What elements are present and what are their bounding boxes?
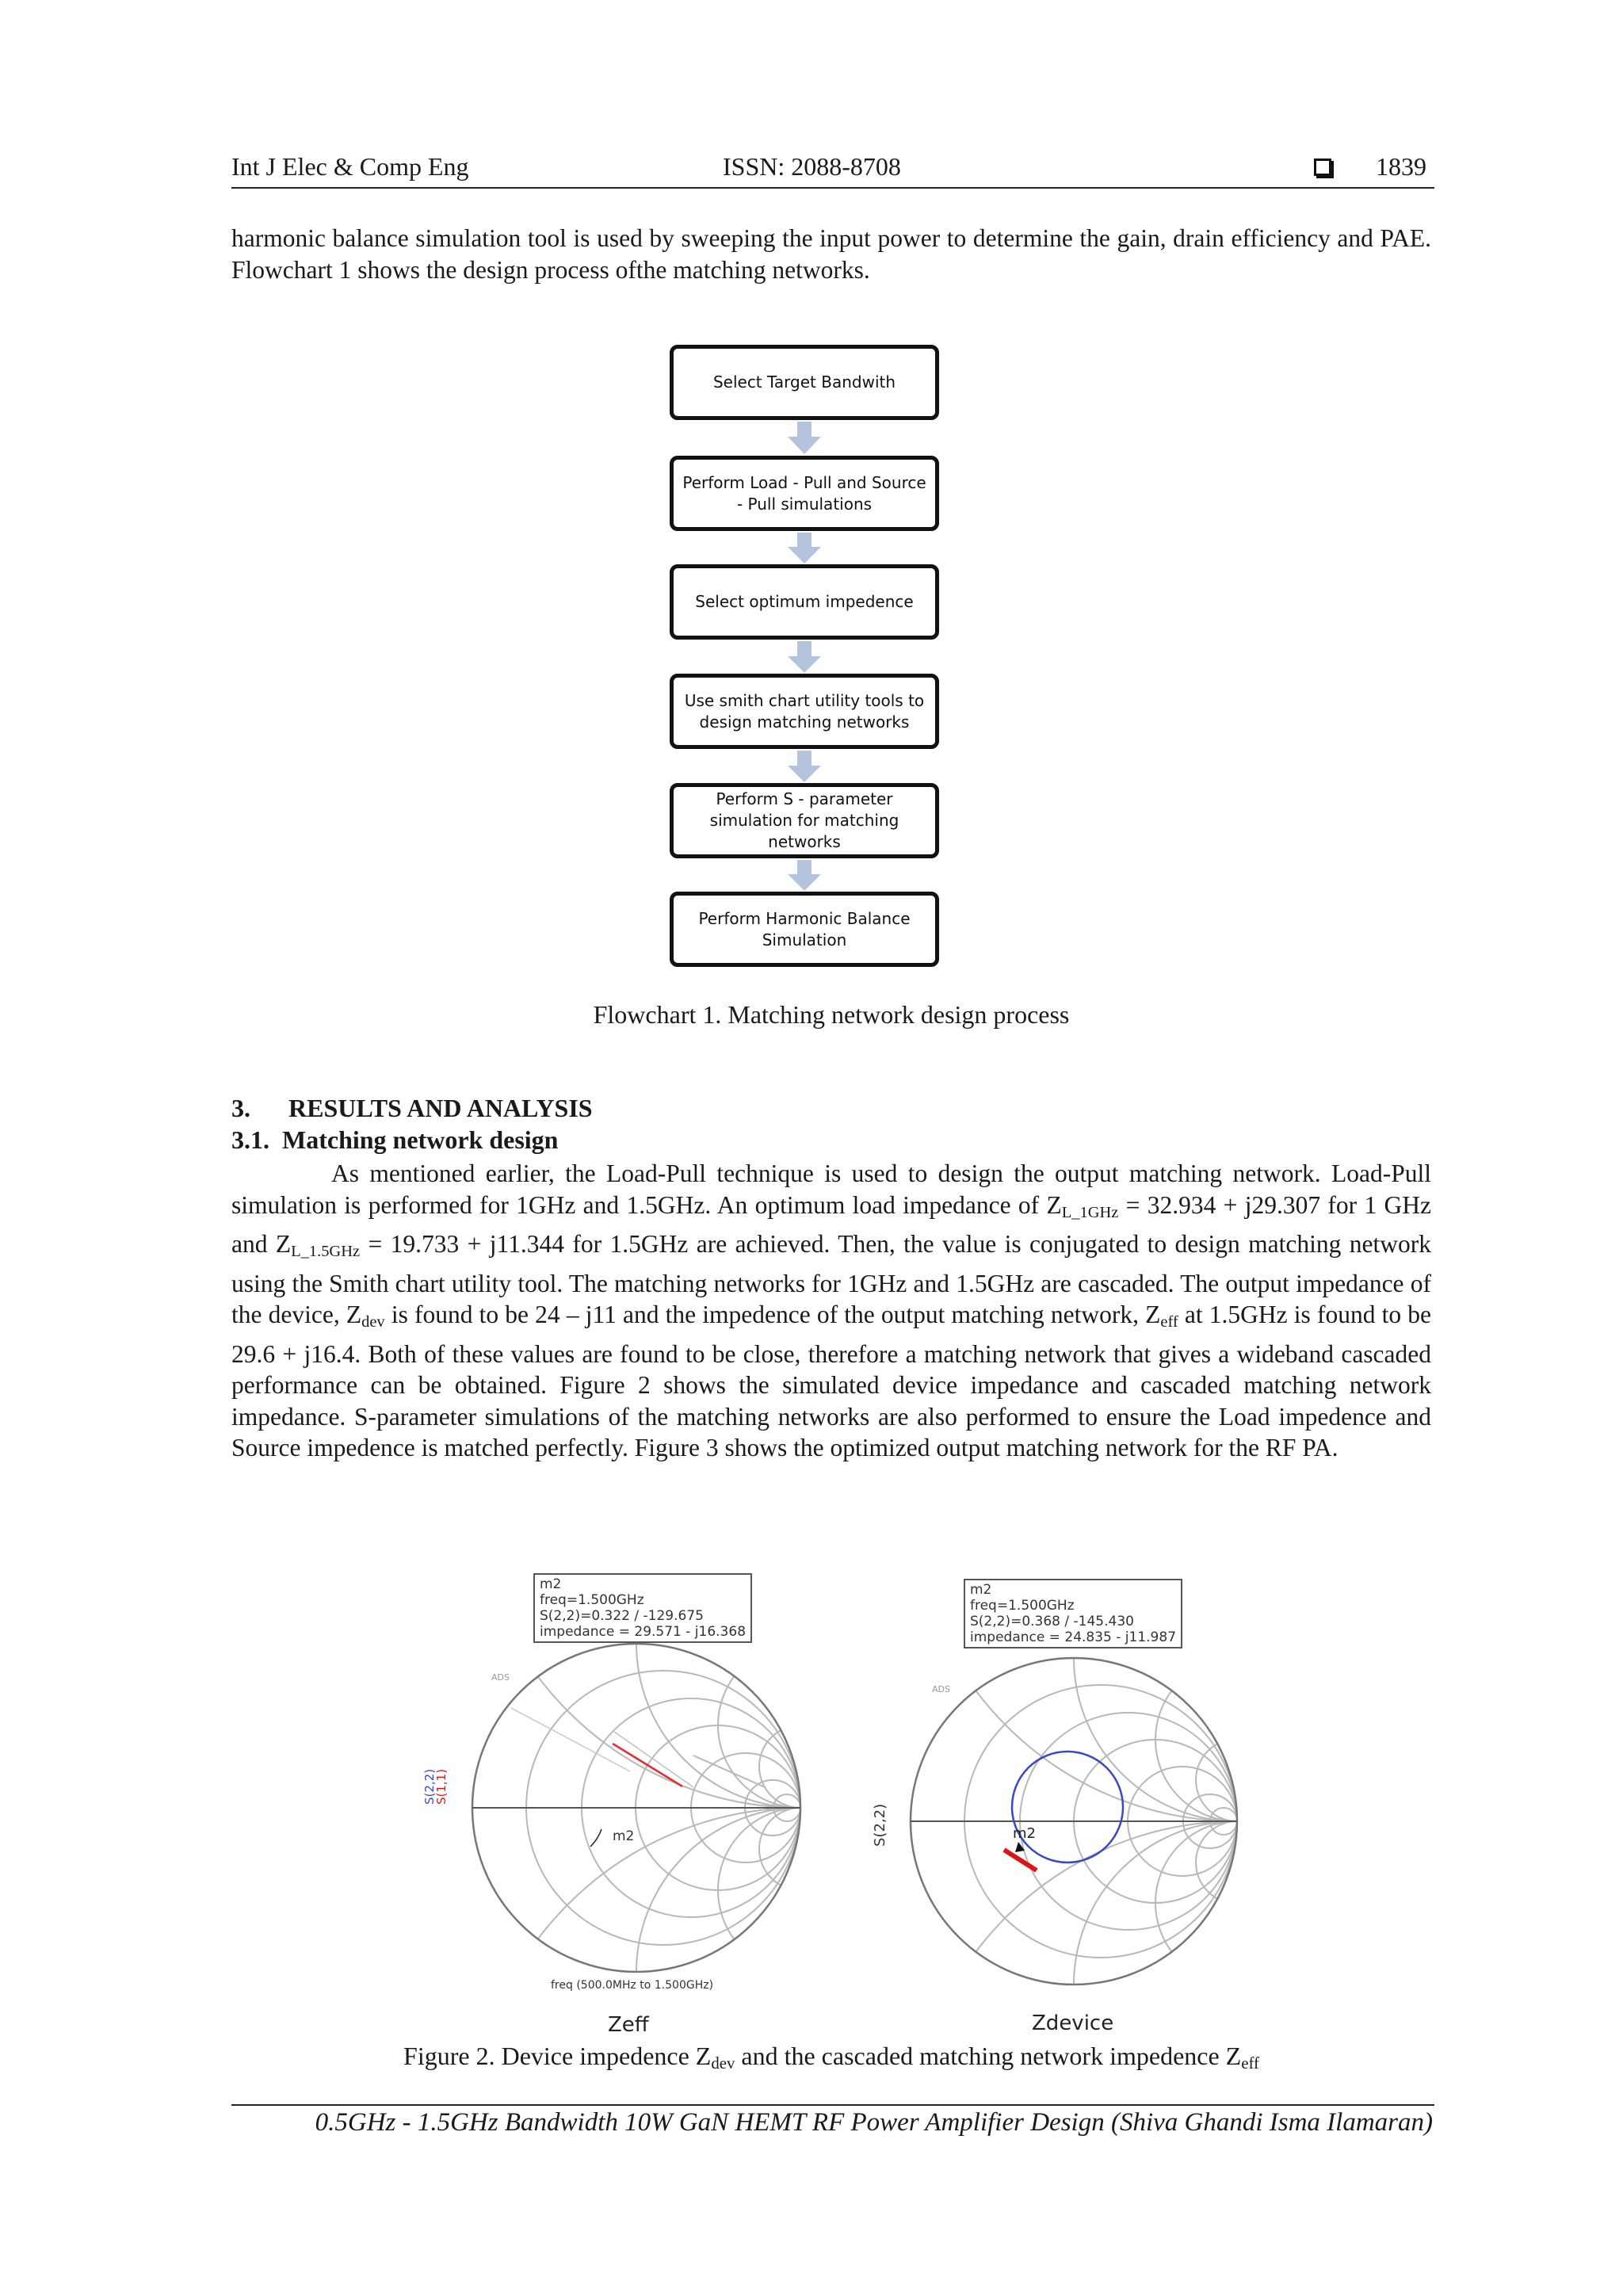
flow-step-2: Perform Load - Pull and Source - Pull simulations [670, 456, 939, 531]
flow-step-4: Use smith chart utility tools to design matching networks [670, 674, 939, 749]
marker-name: m2 [540, 1576, 562, 1592]
subscript: dev [711, 2054, 735, 2073]
footer-rule [231, 2104, 1434, 2106]
body-text: = 32.934 + j29.307 for 1 GHz and Z [231, 1190, 1431, 1258]
subscript: eff [1160, 1313, 1178, 1331]
subscript: dev [361, 1313, 385, 1331]
trace-s22-circle [1012, 1752, 1123, 1862]
down-arrow-icon [788, 751, 821, 782]
subscript: L_1.5GHz [291, 1243, 361, 1260]
marker-s22: S(2,2)=0.368 / -145.430 [970, 1614, 1134, 1629]
section-heading [231, 1094, 593, 1123]
smith-grid-left [432, 1573, 828, 2041]
intro-text: harmonic balance simulation tool is used by sweeping the input power to determine the gain, drain efficiency and PAE. Flowchart 1 shows the design process ofthe matching networks. [231, 224, 1431, 284]
section-number: 3. [231, 1094, 250, 1122]
trace-s22-red [1004, 1850, 1037, 1870]
down-arrow-icon [788, 641, 821, 673]
running-header-issn: ISSN: 2088-8708 [723, 152, 901, 181]
down-arrow-icon [788, 422, 821, 454]
marker-label: m2 [1013, 1825, 1036, 1842]
subsection-heading [231, 1125, 558, 1155]
body-text: is found to be 24 – j11 and the impedence of the output matching network, Z [384, 1301, 1161, 1328]
flow-step-1: Select Target Bandwith [670, 345, 939, 420]
ads-label: ADS [491, 1672, 510, 1683]
marker-label: m2 [613, 1828, 635, 1844]
subscript: eff [1241, 2054, 1259, 2073]
marker-impedance: impedance = 24.835 - j11.987 [970, 1629, 1177, 1645]
flowchart-caption: Flowchart 1. Matching network design process [593, 1000, 1070, 1029]
zdevice-label: Zdevice [1032, 2011, 1114, 2035]
marker-freq: freq=1.500GHz [540, 1592, 644, 1608]
running-footer: 0.5GHz - 1.5GHz Bandwidth 10W GaN HEMT RF Power Amplifier Design (Shiva Ghandi Isma Ilamaran) [315, 2108, 1433, 2137]
marker-name: m2 [970, 1582, 992, 1598]
page-number: 1839 [1376, 152, 1426, 181]
figure2-caption [231, 2042, 1431, 2073]
down-arrow-icon [788, 533, 821, 563]
y-axis-s22: S(2,2) [422, 1768, 437, 1805]
subscript: L_1GHz [1061, 1203, 1119, 1221]
header-rule [231, 187, 1434, 189]
body-paragraph [231, 1158, 1431, 1464]
body-text: As mentioned earlier, the Load-Pull technique is used to design the output matching network. Load-Pull simulation is performed for 1GHz and 1.5GHz. An optimum load impedance of Z [231, 1159, 1431, 1219]
smith-chart-zeff [422, 1573, 828, 2041]
subsection-number: 3.1. [231, 1125, 269, 1154]
marker-impedance: impedance = 29.571 - j16.368 [540, 1624, 747, 1640]
running-header-journal: Int J Elec & Comp Eng [231, 152, 469, 181]
trace-s11 [613, 1744, 682, 1786]
flow-step-3: Select optimum impedence [670, 564, 939, 640]
flowchart [579, 345, 1038, 971]
marker-s22: S(2,2)=0.322 / -129.675 [540, 1608, 704, 1624]
checkbox-glyph-icon [1314, 159, 1331, 176]
y-axis-labels [424, 1769, 448, 1805]
zeff-label: Zeff [608, 2013, 649, 2037]
flow-arrows [579, 345, 1038, 971]
flow-step-6: Perform Harmonic Balance Simulation [670, 892, 939, 967]
down-arrow-icon [788, 860, 821, 891]
intro-paragraph [231, 223, 1431, 285]
y-axis-s22: S(2,2) [872, 1803, 888, 1847]
y-axis-s11: S(1,1) [434, 1768, 449, 1805]
subsection-title: Matching network design [282, 1125, 559, 1154]
ads-label: ADS [932, 1684, 950, 1694]
smith-grid-right [848, 1573, 1260, 2041]
flow-step-5: Perform S - parameter simulation for matching networks [670, 783, 939, 858]
marker-freq: freq=1.500GHz [970, 1598, 1075, 1614]
sweep-label: freq (500.0MHz to 1.500GHz) [551, 1979, 714, 1992]
smith-chart-zdevice [848, 1573, 1260, 2041]
body-text: at 1.5GHz is found to be 29.6 + j16.4. Both of these values are found to be close, therefore a matching network that gives a wideband cascaded performance can be obtained. Figure 2 shows the simulated device impedance and cascaded matching network impedance. S-parameter simulations of the matching networks are also performed to ensure the Load impedence and Source impedence is matched perfectly. Figure 3 shows the optimized output matching network for the RF PA. [231, 1301, 1431, 1461]
caption-text: and the cascaded matching network impedence Z [735, 2042, 1242, 2070]
caption-text: Figure 2. Device impedence Z [403, 2042, 712, 2070]
body-text: = 19.733 + j11.344 for 1.5GHz are achieved. Then, the value is conjugated to design matching network using the Smith chart utility tool. The matching networks for 1GHz and 1.5GHz are cascaded. The output impedance of the device, Z [231, 1230, 1431, 1328]
section-title: RESULTS AND ANALYSIS [288, 1094, 593, 1122]
